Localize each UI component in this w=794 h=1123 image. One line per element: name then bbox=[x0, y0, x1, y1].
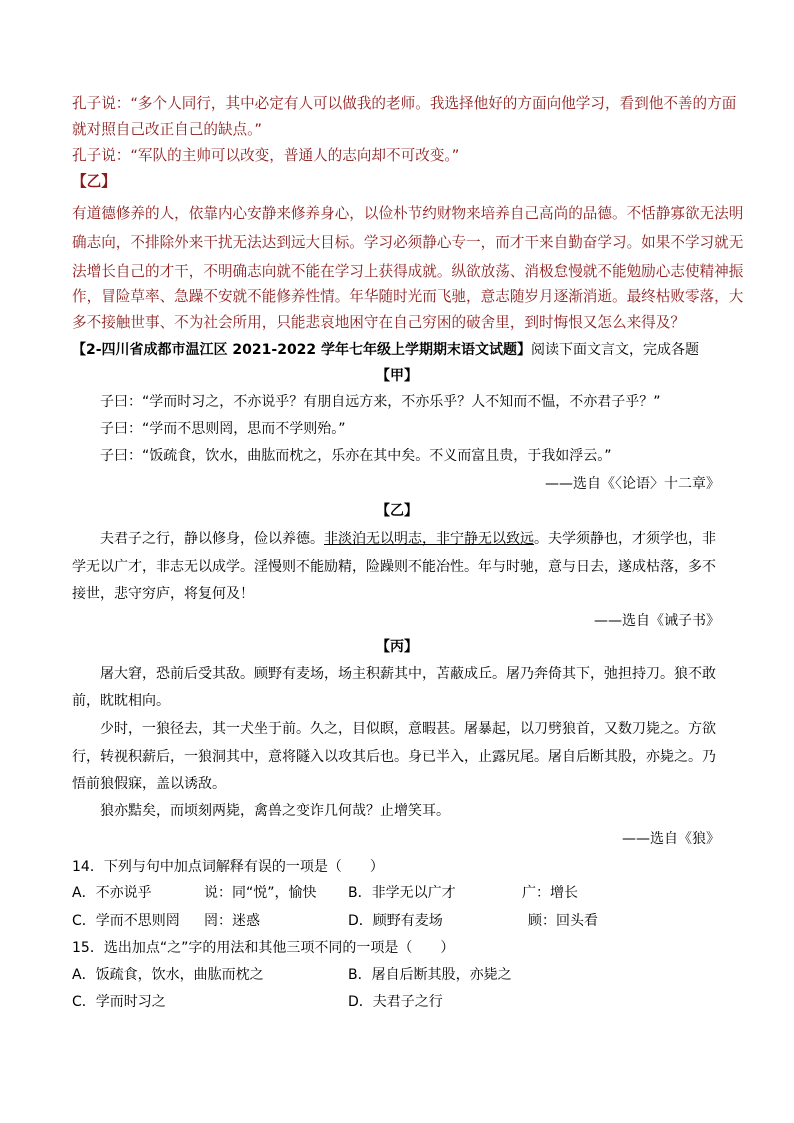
q15-option-c[interactable]: C．学而时习之 bbox=[72, 994, 166, 1010]
yi-underlined-phrase: 非淡泊无以明志，非宁静无以致远 bbox=[324, 531, 534, 547]
yi-line1-pre: 夫君子之行，静以修身，俭以养德。 bbox=[100, 531, 324, 547]
q15-option-b[interactable]: B．屠自后断其股，亦毙之 bbox=[348, 967, 512, 983]
q14-option-c-gloss: 罔：迷惑 bbox=[204, 913, 260, 929]
yi-line-1 bbox=[100, 529, 716, 549]
q14-option-a-gloss: 说：同“悦”，愉快 bbox=[204, 885, 317, 901]
bing-line: 前，眈眈相向。 bbox=[72, 693, 170, 709]
translation-line: 孔子说：“多个人同行，其中必定有人可以做我的老师。我选择他好的方面向他学习，看到他不善的方面 bbox=[72, 95, 737, 112]
q14-option-b-gloss: 广：增长 bbox=[522, 885, 578, 901]
bing-line: 狼亦黠矣，而顷刻两毙，禽兽之变诈几何哉？止增笑耳。 bbox=[100, 803, 450, 819]
jia-line: 子曰：“学而不思则罔，思而不学则殆。” bbox=[100, 421, 346, 437]
translation-line: 孔子说：“军队的主帅可以改变，普通人的志向却不可改变。” bbox=[72, 147, 460, 164]
translation-line: 确志向，不排除外来干扰无法达到远大目标。学习必须静心专一，而才干来自勤奋学习。如果不学习就无 bbox=[72, 234, 744, 251]
translation-line: 作，冒险草率、急躁不安就不能修养性情。年华随时光而飞驰，意志随岁月逐渐消逝。最终枯败零落，大 bbox=[72, 288, 744, 305]
yi-marker: 【乙】 bbox=[72, 173, 116, 190]
jia-line: 子曰：“学而时习之，不亦说乎？有朋自远方来，不亦乐乎？人不知而不愠，不亦君子乎？” bbox=[100, 394, 661, 410]
q14-option-b[interactable]: B．非学无以广才 bbox=[348, 885, 456, 901]
q15-option-d[interactable]: D．夫君子之行 bbox=[348, 994, 443, 1010]
source-instruction: 阅读下面文言文，完成各题 bbox=[531, 342, 700, 358]
yi-line1-post: 。夫学须静也，才须学也，非 bbox=[534, 531, 716, 547]
bing-line: 少时，一狼径去，其一犬坐于前。久之，目似瞑，意暇甚。屠暴起，以刀劈狼首，又数刀毙之。方欲 bbox=[100, 721, 716, 737]
translation-line: 就对照自己改正自己的缺点。” bbox=[72, 121, 262, 138]
bing-heading: 【丙】 bbox=[376, 639, 418, 655]
translation-line: 多不接触世事、不为社会所用，只能悲哀地困守在自己穷困的破舍里，到时悔恨又怎么来得及？ bbox=[72, 314, 685, 331]
bing-line: 行，转视积薪后，一狼洞其中，意将隧入以攻其后也。身已半入，止露尻尾。屠自后断其股，亦毙之。乃 bbox=[72, 749, 716, 765]
yi-line-3: 接世，悲守穷庐，将复何及！ bbox=[72, 586, 254, 602]
q14-option-d-gloss: 顾：回头看 bbox=[528, 913, 598, 929]
jia-heading: 【甲】 bbox=[376, 368, 418, 384]
jia-source: ——选自《〈论语〉十二章》 bbox=[545, 476, 720, 492]
question-14-stem: 14．下列与句中加点词解释有误的一项是（ ） bbox=[72, 859, 384, 875]
source-title: 【2-四川省成都市温江区 2021-2022 学年七年级上学期期末语文试题】 bbox=[72, 342, 532, 358]
q14-option-c[interactable]: C．学而不思则罔 bbox=[72, 913, 180, 929]
yi-heading: 【乙】 bbox=[376, 503, 418, 519]
yi-source: ——选自《诫子书》 bbox=[594, 613, 720, 629]
bing-source: ——选自《狼》 bbox=[622, 831, 720, 847]
translation-line: 有道德修养的人，依靠内心安静来修养身心，以俭朴节约财物来培养自己高尚的品德。不恬静寡欲无法明 bbox=[72, 205, 744, 222]
bing-line: 悟前狼假寐，盖以诱敌。 bbox=[72, 776, 226, 792]
q14-option-d[interactable]: D．顾野有麦场 bbox=[348, 913, 443, 929]
bing-line: 屠大窘，恐前后受其敌。顾野有麦场，场主积薪其中，苫蔽成丘。屠乃奔倚其下，弛担持刀。狼不敢 bbox=[100, 666, 716, 682]
q15-option-a[interactable]: A．饭疏食，饮水，曲肱而枕之 bbox=[72, 967, 264, 983]
yi-line-2: 学无以广才，非志无以成学。淫慢则不能励精，险躁则不能冶性。年与时驰，意与日去，遂成枯落，多不 bbox=[72, 559, 716, 575]
jia-line: 子曰：“饭疏食，饮水，曲肱而枕之，乐亦在其中矣。不义而富且贵，于我如浮云。” bbox=[100, 448, 612, 464]
q14-option-a[interactable]: A．不亦说乎 bbox=[72, 885, 152, 901]
question-15-stem: 15．选出加点“之”字的用法和其他三项不同的一项是（ ） bbox=[72, 940, 455, 956]
translation-line: 法增长自己的才干，不明确志向就不能在学习上获得成就。纵欲放荡、消极怠慢就不能勉励心志使精神振 bbox=[72, 263, 744, 280]
source-heading bbox=[72, 340, 699, 360]
